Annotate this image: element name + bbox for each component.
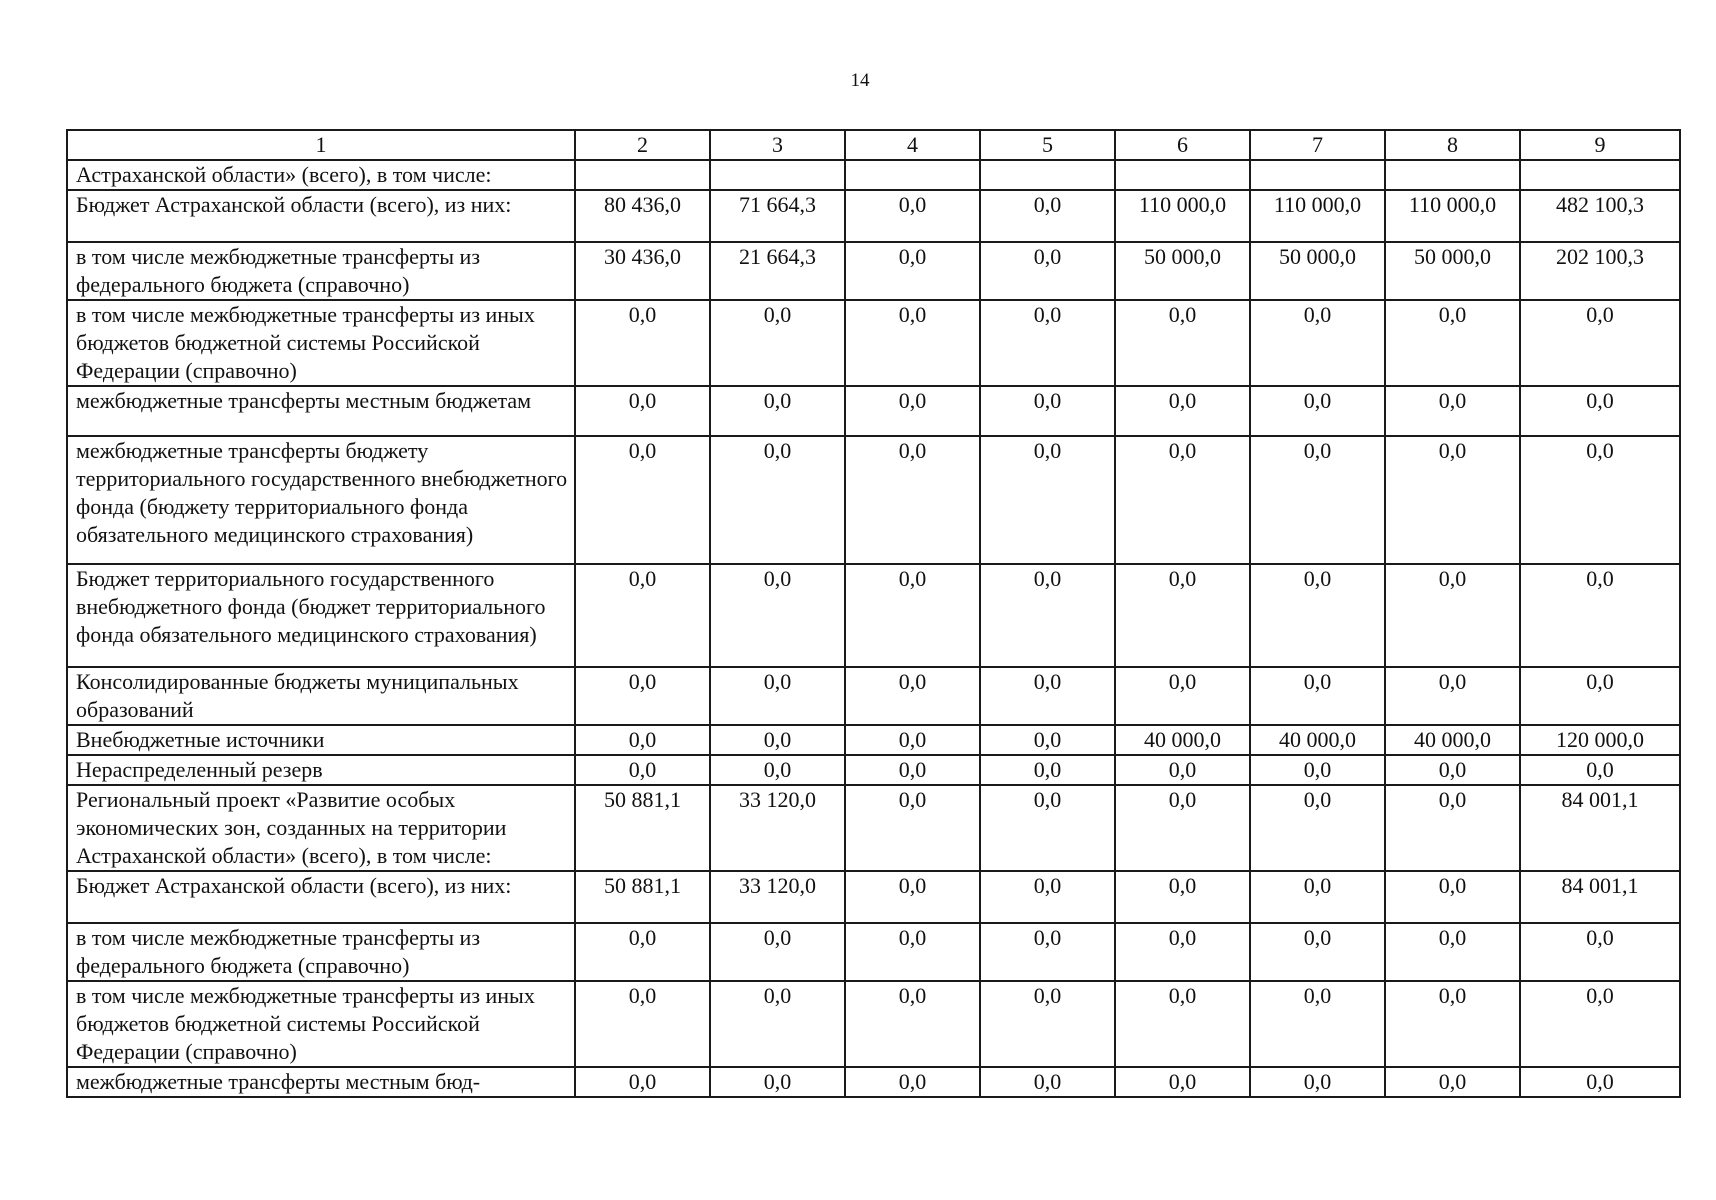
row-label: межбюджетные трансферты местным бюджетам	[67, 386, 575, 436]
value-cell: 0,0	[845, 1067, 980, 1097]
value-cell: 0,0	[845, 242, 980, 300]
value-cell: 0,0	[710, 386, 845, 436]
value-cell: 0,0	[1250, 923, 1385, 981]
value-cell: 0,0	[1385, 923, 1520, 981]
value-cell: 0,0	[1385, 1067, 1520, 1097]
value-cell: 0,0	[575, 667, 710, 725]
column-header: 9	[1520, 130, 1680, 160]
value-cell: 50 000,0	[1115, 242, 1250, 300]
value-cell: 0,0	[980, 725, 1115, 755]
value-cell: 0,0	[1385, 436, 1520, 564]
row-label: Региональный проект «Развитие особых экономических зон, созданных на территории Астраханской области» (всего), в том числе:	[67, 785, 575, 871]
value-cell: 0,0	[575, 300, 710, 386]
value-cell: 0,0	[845, 386, 980, 436]
value-cell	[1115, 160, 1250, 190]
value-cell: 0,0	[1385, 755, 1520, 785]
value-cell: 0,0	[1250, 667, 1385, 725]
value-cell: 0,0	[575, 755, 710, 785]
value-cell: 0,0	[1115, 386, 1250, 436]
value-cell: 0,0	[1520, 923, 1680, 981]
row-label: в том числе межбюджетные трансферты из федерального бюджета (справочно)	[67, 242, 575, 300]
value-cell: 0,0	[980, 190, 1115, 242]
table-row	[67, 725, 1680, 755]
value-cell: 0,0	[845, 725, 980, 755]
row-label: Консолидированные бюджеты муниципальных образований	[67, 667, 575, 725]
value-cell: 0,0	[1520, 755, 1680, 785]
table-row	[67, 436, 1680, 564]
value-cell: 0,0	[1250, 300, 1385, 386]
value-cell: 0,0	[845, 755, 980, 785]
value-cell: 50 000,0	[1250, 242, 1385, 300]
value-cell: 0,0	[980, 436, 1115, 564]
value-cell: 0,0	[710, 1067, 845, 1097]
value-cell: 0,0	[710, 755, 845, 785]
table-row	[67, 190, 1680, 242]
value-cell: 0,0	[575, 923, 710, 981]
value-cell: 0,0	[1115, 923, 1250, 981]
value-cell: 84 001,1	[1520, 871, 1680, 923]
value-cell: 0,0	[1250, 564, 1385, 667]
value-cell: 0,0	[1385, 386, 1520, 436]
value-cell: 0,0	[1250, 981, 1385, 1067]
value-cell: 0,0	[845, 300, 980, 386]
value-cell: 0,0	[1115, 981, 1250, 1067]
value-cell: 0,0	[845, 871, 980, 923]
value-cell: 0,0	[1385, 564, 1520, 667]
value-cell: 80 436,0	[575, 190, 710, 242]
value-cell: 30 436,0	[575, 242, 710, 300]
value-cell: 0,0	[980, 242, 1115, 300]
value-cell: 0,0	[1385, 667, 1520, 725]
value-cell: 110 000,0	[1250, 190, 1385, 242]
value-cell: 0,0	[1115, 564, 1250, 667]
table-row	[67, 564, 1680, 667]
value-cell: 0,0	[1520, 386, 1680, 436]
value-cell: 0,0	[845, 436, 980, 564]
table-header-row	[67, 130, 1680, 160]
value-cell: 0,0	[845, 981, 980, 1067]
value-cell: 0,0	[1250, 785, 1385, 871]
value-cell: 0,0	[575, 564, 710, 667]
value-cell: 0,0	[575, 981, 710, 1067]
column-header: 6	[1115, 130, 1250, 160]
value-cell: 0,0	[575, 725, 710, 755]
value-cell: 0,0	[1250, 1067, 1385, 1097]
value-cell: 0,0	[1115, 785, 1250, 871]
value-cell: 0,0	[710, 923, 845, 981]
value-cell: 110 000,0	[1115, 190, 1250, 242]
value-cell: 0,0	[980, 871, 1115, 923]
table-row	[67, 1067, 1680, 1097]
column-header: 8	[1385, 130, 1520, 160]
table-row	[67, 785, 1680, 871]
value-cell: 50 881,1	[575, 785, 710, 871]
table-row	[67, 923, 1680, 981]
value-cell: 0,0	[710, 981, 845, 1067]
row-label: Бюджет Астраханской области (всего), из них:	[67, 190, 575, 242]
table-row	[67, 871, 1680, 923]
value-cell: 0,0	[1520, 436, 1680, 564]
table-row	[67, 242, 1680, 300]
value-cell: 21 664,3	[710, 242, 845, 300]
value-cell: 0,0	[1520, 300, 1680, 386]
budget-table	[66, 129, 1681, 1098]
row-label: межбюджетные трансферты бюджету территориального государственного внебюджетного фонда (бюджету территориального фонда обязательного медицинского страхования)	[67, 436, 575, 564]
value-cell: 0,0	[845, 564, 980, 667]
value-cell	[1250, 160, 1385, 190]
value-cell: 33 120,0	[710, 785, 845, 871]
value-cell: 40 000,0	[1115, 725, 1250, 755]
table-row	[67, 300, 1680, 386]
value-cell: 0,0	[1115, 755, 1250, 785]
value-cell: 0,0	[980, 564, 1115, 667]
value-cell: 0,0	[710, 436, 845, 564]
value-cell: 0,0	[980, 785, 1115, 871]
value-cell: 0,0	[845, 667, 980, 725]
value-cell	[1385, 160, 1520, 190]
column-header: 2	[575, 130, 710, 160]
value-cell: 50 000,0	[1385, 242, 1520, 300]
value-cell: 0,0	[1385, 871, 1520, 923]
value-cell: 482 100,3	[1520, 190, 1680, 242]
value-cell: 0,0	[1115, 436, 1250, 564]
table-row	[67, 667, 1680, 725]
table-row	[67, 160, 1680, 190]
page-number: 14	[850, 70, 870, 91]
value-cell: 0,0	[980, 667, 1115, 725]
table-row	[67, 981, 1680, 1067]
value-cell: 50 881,1	[575, 871, 710, 923]
value-cell: 0,0	[575, 386, 710, 436]
value-cell: 120 000,0	[1520, 725, 1680, 755]
value-cell: 0,0	[1115, 1067, 1250, 1097]
value-cell: 84 001,1	[1520, 785, 1680, 871]
value-cell: 0,0	[575, 1067, 710, 1097]
value-cell: 0,0	[710, 300, 845, 386]
column-header: 4	[845, 130, 980, 160]
value-cell: 0,0	[980, 386, 1115, 436]
value-cell: 0,0	[1520, 667, 1680, 725]
row-label: Бюджет территориального государственного внебюджетного фонда (бюджет территориального фонда обязательного медицинского страхования)	[67, 564, 575, 667]
value-cell	[980, 160, 1115, 190]
value-cell: 0,0	[980, 981, 1115, 1067]
value-cell: 40 000,0	[1250, 725, 1385, 755]
value-cell: 0,0	[845, 190, 980, 242]
value-cell: 0,0	[710, 725, 845, 755]
value-cell: 0,0	[1385, 785, 1520, 871]
value-cell	[575, 160, 710, 190]
table-row	[67, 386, 1680, 436]
value-cell: 71 664,3	[710, 190, 845, 242]
value-cell: 40 000,0	[1385, 725, 1520, 755]
value-cell: 0,0	[980, 923, 1115, 981]
value-cell: 0,0	[710, 564, 845, 667]
value-cell: 0,0	[845, 923, 980, 981]
column-header: 1	[67, 130, 575, 160]
row-label: Внебюджетные источники	[67, 725, 575, 755]
row-label: межбюджетные трансферты местным бюд-	[67, 1067, 575, 1097]
value-cell: 0,0	[980, 755, 1115, 785]
value-cell: 0,0	[1250, 755, 1385, 785]
column-header: 7	[1250, 130, 1385, 160]
column-header: 3	[710, 130, 845, 160]
value-cell: 0,0	[1250, 436, 1385, 564]
value-cell: 0,0	[1385, 300, 1520, 386]
row-label: Нераспределенный резерв	[67, 755, 575, 785]
value-cell	[710, 160, 845, 190]
value-cell: 33 120,0	[710, 871, 845, 923]
value-cell: 0,0	[845, 785, 980, 871]
value-cell: 0,0	[1115, 871, 1250, 923]
value-cell: 110 000,0	[1385, 190, 1520, 242]
value-cell: 0,0	[980, 1067, 1115, 1097]
value-cell: 0,0	[1385, 981, 1520, 1067]
row-label: в том числе межбюджетные трансферты из федерального бюджета (справочно)	[67, 923, 575, 981]
row-label: Астраханской области» (всего), в том числе:	[67, 160, 575, 190]
table-row	[67, 755, 1680, 785]
value-cell: 0,0	[1115, 300, 1250, 386]
value-cell	[1520, 160, 1680, 190]
value-cell: 0,0	[1520, 1067, 1680, 1097]
row-label: в том числе межбюджетные трансферты из иных бюджетов бюджетной системы Российской Федерации (справочно)	[67, 300, 575, 386]
value-cell: 0,0	[1250, 386, 1385, 436]
row-label: в том числе межбюджетные трансферты из иных бюджетов бюджетной системы Российской Федерации (справочно)	[67, 981, 575, 1067]
value-cell: 0,0	[1250, 871, 1385, 923]
value-cell: 0,0	[1520, 981, 1680, 1067]
row-label: Бюджет Астраханской области (всего), из них:	[67, 871, 575, 923]
value-cell: 0,0	[1115, 667, 1250, 725]
value-cell: 0,0	[980, 300, 1115, 386]
value-cell: 0,0	[1520, 564, 1680, 667]
column-header: 5	[980, 130, 1115, 160]
value-cell: 0,0	[710, 667, 845, 725]
value-cell	[845, 160, 980, 190]
value-cell: 202 100,3	[1520, 242, 1680, 300]
value-cell: 0,0	[575, 436, 710, 564]
